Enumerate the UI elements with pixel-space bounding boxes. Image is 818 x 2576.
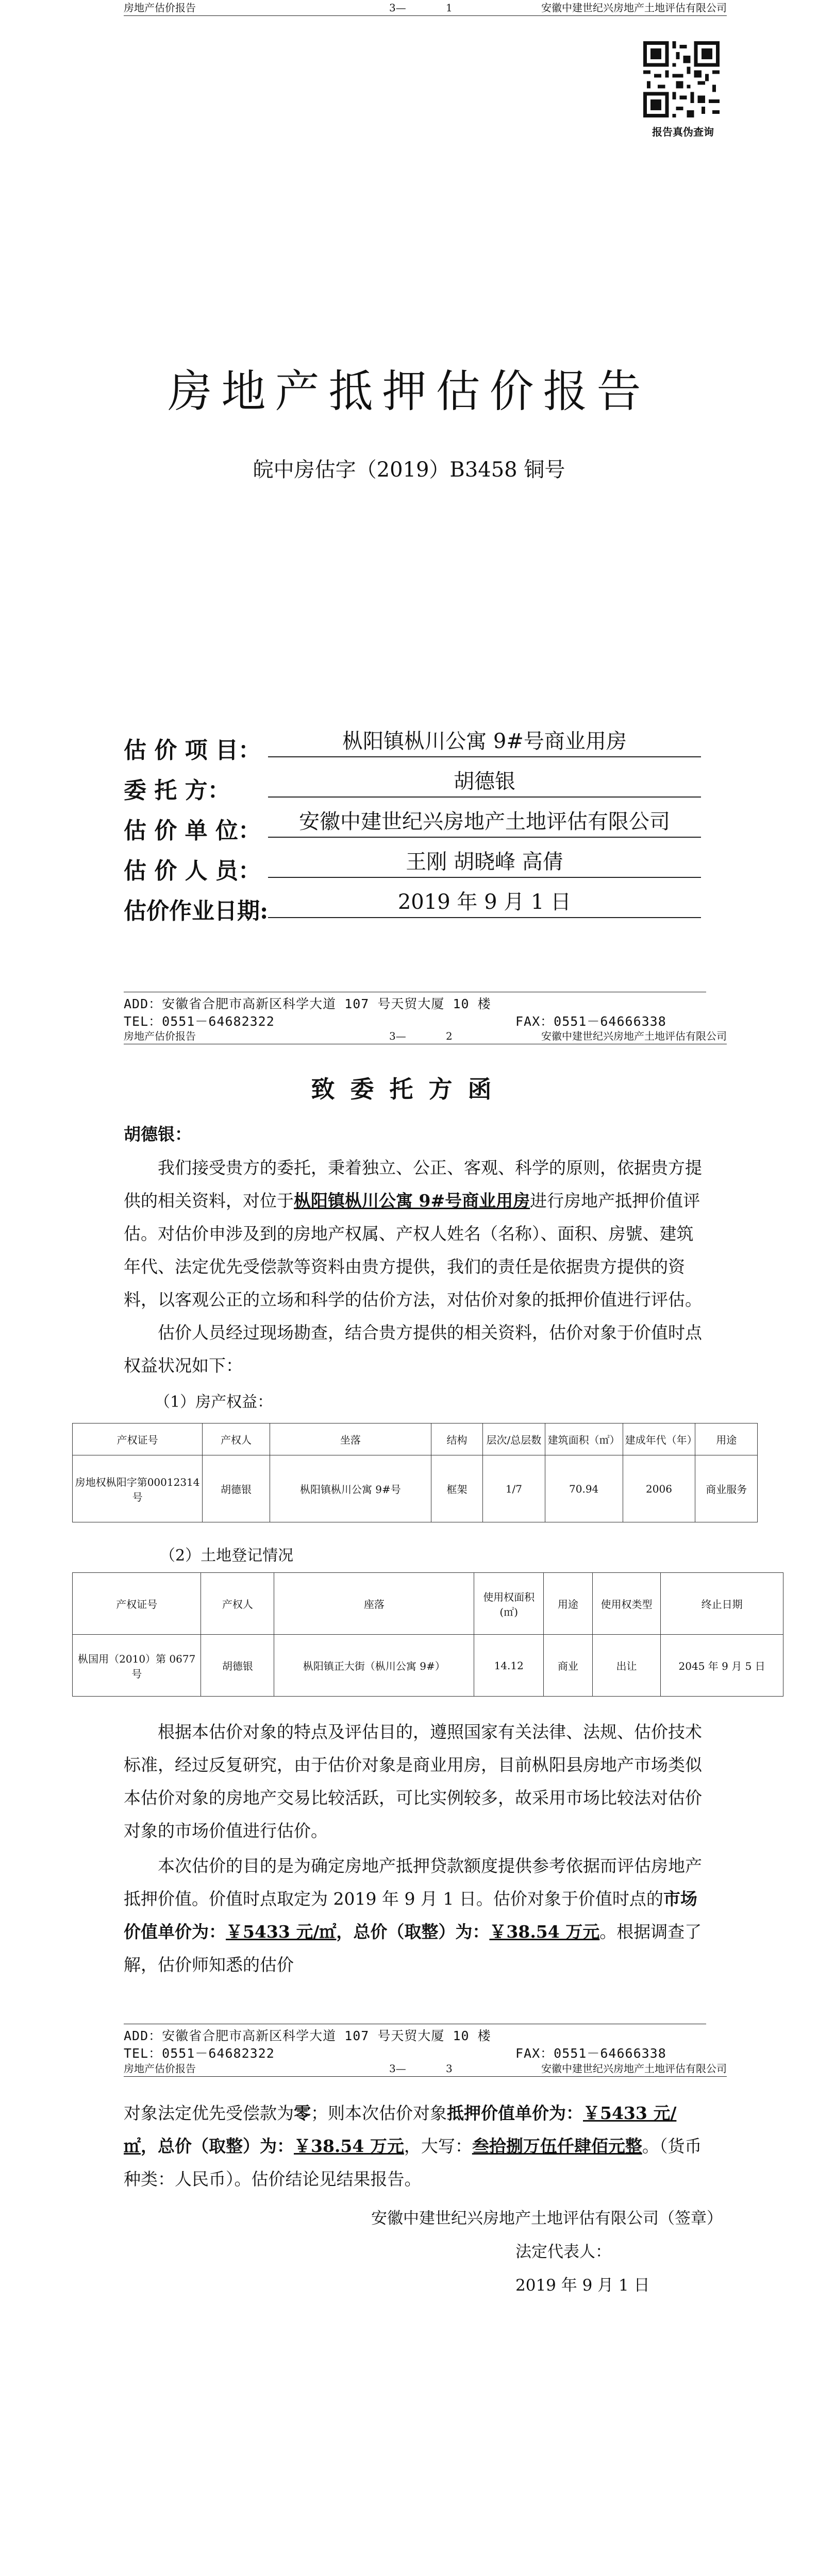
table-header-cell: 用途 xyxy=(695,1423,758,1455)
table-cell: 2045 年 9 月 5 日 xyxy=(661,1635,783,1697)
header-left: 房地产估价报告 xyxy=(124,2062,196,2075)
property-rights-table xyxy=(72,1423,758,1522)
header-right: 安徽中建世纪兴房地产土地评估有限公司 xyxy=(541,2,727,14)
letter-title: 致委托方函 xyxy=(311,1075,507,1103)
letter-paragraph-2: 估价人员经过现场勘查，结合贵方提供的相关资料，估价对象于价值时点权益状况如下： xyxy=(124,1323,702,1376)
table-cell: 2006 xyxy=(623,1455,695,1522)
table-row xyxy=(73,1635,783,1697)
header-mid: 3— xyxy=(389,1030,406,1042)
table-cell: 14.12 xyxy=(474,1635,544,1697)
p5-mortgage-unit-price: ￥5433 元/㎡ xyxy=(124,2103,677,2156)
header-left: 房地产估价报告 xyxy=(124,2,196,14)
table-header-cell: 产权人 xyxy=(201,1573,274,1635)
table-cell: 胡德银 xyxy=(201,1635,274,1697)
table-cell: 70.94 xyxy=(545,1455,623,1522)
table-header-cell: 使用权面积(㎡) xyxy=(474,1573,544,1635)
header-page-num: 2 xyxy=(446,1030,453,1042)
signature-representative: 法定代表人： xyxy=(515,2243,611,2261)
header-left: 房地产估价报告 xyxy=(124,1030,196,1042)
table-header-cell: 用途 xyxy=(544,1573,593,1635)
p5-text-a: 对象法定优先受偿款为 xyxy=(124,2103,294,2123)
p4-market-unit-label: 市场价值单价为： xyxy=(124,1889,697,1942)
p5-total-label: ，总价（取整）为： xyxy=(141,2136,294,2156)
p5-text-j: 。（货币种类：人民币）。估价结论见结果报告。 xyxy=(124,2136,702,2189)
header-right: 安徽中建世纪兴房地产土地评估有限公司 xyxy=(541,2062,727,2075)
footer-address: ADD：安徽省合肥市高新区科学大道 107 号天贸大厦 10 楼 xyxy=(124,996,491,1011)
table-header-cell: 产权人 xyxy=(203,1423,270,1455)
p5-total-price: ￥38.54 万元 xyxy=(294,2136,404,2156)
qr-caption: 报告真伪查询 xyxy=(652,126,714,138)
header-mid: 3— xyxy=(389,2062,406,2075)
table2-title: （2）土地登记情况 xyxy=(160,1547,294,1565)
p5-text-c: ；则本次估价对象 xyxy=(311,2103,447,2123)
signature-company: 安徽中建世纪兴房地产土地评估有限公司（签章） xyxy=(371,2209,723,2228)
p4-total-price: ￥38.54 万元 xyxy=(489,1922,600,1942)
header-right: 安徽中建世纪兴房地产土地评估有限公司 xyxy=(541,1030,727,1042)
info-label-staff: 估 价 人 员： xyxy=(124,858,261,884)
table-cell: 出让 xyxy=(592,1635,660,1697)
table-cell: 房地权枞阳字第00012314号 xyxy=(73,1455,203,1522)
signature-date: 2019 年 9 月 1 日 xyxy=(515,2276,650,2295)
table-header-cell: 层次/总层数 xyxy=(483,1423,545,1455)
table-cell: 1/7 xyxy=(483,1455,545,1522)
table-header-cell: 产权证号 xyxy=(73,1573,201,1635)
info-label-appraiser: 估 价 单 位： xyxy=(124,818,261,844)
p1-text-c: 进行房地产抵押价值评估。对估价申涉及到的房地产权属、产权人姓名（名称）、面积、房號、建筑年代、法定优先受偿款等资料由贵方提供，我们的责任是依据贵方提供的资料，以客观公正的立场和科学的估价方法，对估价对象的抵押价值进行评估。 xyxy=(124,1191,702,1310)
footer-tel: TEL：0551－64682322 xyxy=(124,2046,275,2061)
p4-text-f: 。根据调查了解，估价师知悉的估价 xyxy=(124,1922,702,1975)
table-header-row xyxy=(73,1573,783,1635)
table-cell: 胡德银 xyxy=(203,1455,270,1522)
footer-address: ADD：安徽省合肥市高新区科学大道 107 号天贸大厦 10 楼 xyxy=(124,2028,491,2043)
letter-paragraph-5 xyxy=(124,2097,706,2196)
table-cell: 枞阳镇正大街（枞川公寓 9#） xyxy=(274,1635,474,1697)
page-footer-1 xyxy=(124,995,706,1030)
p5-text-h: ，大写： xyxy=(404,2136,472,2156)
table-header-cell: 坐落 xyxy=(270,1423,431,1455)
p5-mortgage-unit-label: 抵押价值单价为： xyxy=(447,2103,583,2123)
table-cell: 商业服务 xyxy=(695,1455,758,1522)
table-cell: 枞国用（2010）第 0677 号 xyxy=(73,1635,201,1697)
p5-total-in-words: 叁拾捌万伍仟肆佰元整 xyxy=(472,2136,642,2156)
letter-paragraph-4 xyxy=(124,1850,706,1981)
page-header-2 xyxy=(124,1028,727,1044)
p5-priority-amount: 零 xyxy=(294,2103,311,2123)
table-header-cell: 座落 xyxy=(274,1573,474,1635)
letter-paragraph-3: 根据本估价对象的特点及评估目的，遵照国家有关法律、法规、估价技术标准，经过反复研究，由于估价对象是商业用房，目前枞阳县房地产市场类似本估价对象的房地产交易比较活跃，可比实例较多，故采用市场比较法对估价对象的市场价值进行估价。 xyxy=(124,1722,702,1841)
header-rule xyxy=(124,15,727,16)
table-header-cell: 使用权类型 xyxy=(592,1573,660,1635)
info-label-date: 估价作业日期: xyxy=(124,898,269,924)
report-title: 房地产抵押估价报告 xyxy=(168,366,650,417)
p1-property: 枞阳镇枞川公寓 9#号商业用房 xyxy=(294,1191,530,1211)
info-value-client: 胡德银 xyxy=(268,768,701,798)
footer-fax: FAX：0551－64666338 xyxy=(515,2046,666,2061)
table-cell: 框架 xyxy=(431,1455,482,1522)
table-header-cell: 产权证号 xyxy=(73,1423,203,1455)
info-value-project: 枞阳镇枞川公寓 9#号商业用房 xyxy=(268,727,701,757)
header-rule xyxy=(124,2076,727,2077)
table-cell: 枞阳镇枞川公寓 9#号 xyxy=(270,1455,431,1522)
table-row xyxy=(73,1455,758,1522)
info-value-staff: 王刚 胡晓峰 高倩 xyxy=(268,848,701,878)
info-label-client: 委 托 方： xyxy=(124,777,230,804)
p4-market-unit-price: ￥5433 元/㎡ xyxy=(226,1922,337,1942)
report-number: 皖中房估字（2019）B3458 铜号 xyxy=(253,458,565,482)
land-registration-table xyxy=(72,1572,783,1697)
info-value-appraiser: 安徽中建世纪兴房地产土地评估有限公司 xyxy=(268,808,701,838)
page-footer-2 xyxy=(124,2027,706,2062)
p4-total-label: ，总价（取整）为： xyxy=(336,1922,490,1942)
table1-title: （1）房产权益： xyxy=(155,1393,273,1411)
header-mid: 3— xyxy=(389,2,406,14)
page-header-1 xyxy=(124,0,727,15)
header-page-num: 3 xyxy=(446,2062,453,2075)
header-page-num: 1 xyxy=(446,2,453,14)
table-header-cell: 建筑面积（㎡） xyxy=(545,1423,623,1455)
qr-code-icon[interactable] xyxy=(643,41,720,117)
footer-tel: TEL：0551－64682322 xyxy=(124,1014,275,1029)
table-header-cell: 建成年代（年） xyxy=(623,1423,695,1455)
p4-text-a: 本次估价的目的是为确定房地产抵押贷款额度提供参考依据而评估房地产抵押价值。价值时点取定为 2019 年 9 月 1 日。估价对象于价值时点的 xyxy=(124,1856,702,1909)
footer-fax: FAX：0551－64666338 xyxy=(515,1014,666,1029)
page-header-3 xyxy=(124,2061,727,2076)
letter-salutation: 胡德银： xyxy=(124,1124,192,1144)
table-header-cell: 结构 xyxy=(431,1423,482,1455)
p1-text-a: 我们接受贵方的委托，秉着独立、公正、客观、科学的原则，依据贵方提供的相关资料，对位于 xyxy=(124,1158,702,1211)
table-cell: 商业 xyxy=(544,1635,593,1697)
letter-paragraph-1 xyxy=(124,1151,706,1316)
table-header-row xyxy=(73,1423,758,1455)
info-label-project: 估 价 项 目： xyxy=(124,737,261,764)
table-header-cell: 终止日期 xyxy=(661,1573,783,1635)
info-value-date: 2019 年 9 月 1 日 xyxy=(268,888,701,918)
